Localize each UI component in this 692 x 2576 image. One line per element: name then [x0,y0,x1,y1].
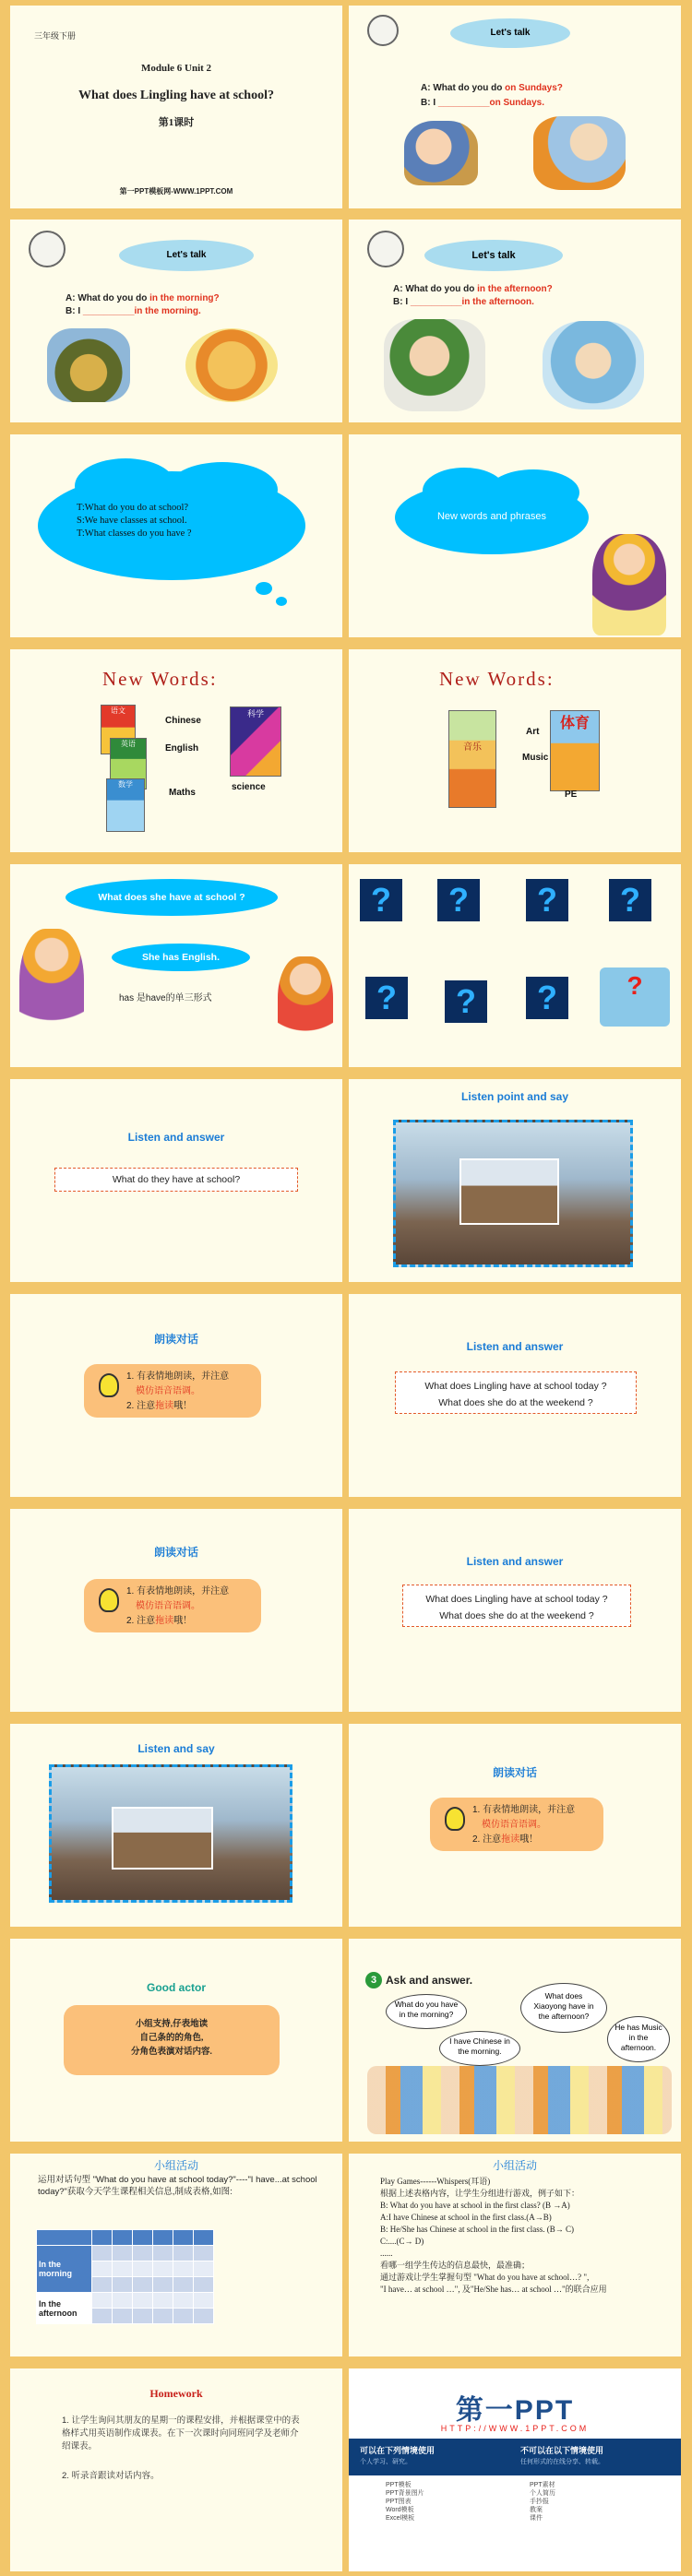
resource-link[interactable]: 课件 [530,2515,543,2522]
grade-label: 三年级下册 [34,31,77,41]
slide-12-listen-point-say [349,1079,681,1282]
resource-link[interactable]: PPT图表 [386,2499,412,2505]
maths-textbook-image: 数学 [106,778,145,832]
science-textbook-image: 科学 [230,706,281,777]
teacher-cartoon-image [592,534,666,635]
resource-links-left [386,2481,424,2523]
table-cell [153,2277,173,2293]
slide-15-read-aloud [10,1509,342,1712]
cloud-puff [487,469,579,516]
slide-8-new-words [349,649,681,852]
homework-item-2: 2. 听录音跟读对话内容。 [62,2471,160,2481]
slide-17-listen-say [10,1724,342,1927]
can-use-detail: 个人学习、研究。 [360,2459,412,2465]
word-chinese: Chinese [165,716,201,726]
lightbulb-icon [99,1588,119,1612]
step-number-icon: 3 [365,1972,382,1988]
tip-line-1: 1. 有表情地朗读，并注意 [126,1586,230,1597]
table-cell [113,2293,133,2309]
game-line: A:I have Chinese at school in the first class.(A→B) [380,2213,552,2222]
section-title: Listen and answer [127,1131,225,1144]
table-cell [92,2277,113,2293]
table-cell [92,2230,113,2246]
word-pe: PE [565,789,578,800]
game-line: B: What do you have at school in the first class? (B →A) [380,2201,570,2210]
tip-line-1: 1. 有表情地朗读，并注意 [472,1805,576,1815]
tip-line-3: 2. 注意拖读哦！ [126,1616,193,1626]
section-title: 小组活动 [153,2159,198,2172]
answer-line [393,297,534,307]
music-textbook-image: 音乐 [448,710,496,808]
mystery-card[interactable]: ? [526,879,568,921]
game-line: B: He/She has Chinese at school in the first class. (B→ C) [380,2225,574,2234]
actor-tips-box [64,2005,280,2075]
question-2: What does she do at the weekend ? [439,1610,594,1621]
phrase-text: New words and phrases [436,511,546,522]
game-line: 根据上述表格内容，让学生分组进行游戏，例子如下： [380,2189,580,2198]
credit-label: 第一PPT模板网-WWW.1PPT.COM [119,187,233,196]
table-cell [92,2261,113,2277]
answer-prefix: B: I [421,98,438,108]
table-cell [173,2246,194,2261]
answer-blank: __________ [410,297,462,307]
answer-time: in the morning. [134,306,201,316]
slide-24-credits [349,2368,681,2571]
tip-line-2: 模仿语音语调。 [136,1386,200,1396]
section-title: 朗读对话 [153,1333,198,1346]
game-instructions [380,2176,675,2296]
resource-link[interactable]: Excel模板 [386,2515,415,2522]
slide-19-good-actor [10,1939,342,2142]
table-cell [133,2230,153,2246]
pe-textbook-image: 体育 [550,710,600,791]
resource-link[interactable]: 教案 [530,2507,543,2513]
girl-cartoon-image [19,929,84,1058]
resource-link[interactable]: 个人简历 [530,2490,555,2497]
table-cell [133,2277,153,2293]
table-cell [113,2309,133,2324]
row-label-afternoon: In the afternoon [37,2293,92,2324]
slide-3-talk-morning [10,220,342,422]
table-cell [133,2293,153,2309]
table-cell [113,2261,133,2277]
cannot-use-heading: 不可以在以下情境使用 [520,2446,604,2455]
game-line: ...... [380,2249,393,2258]
question-prefix: A: What do you do [393,284,478,294]
section-title: Listen and answer [466,1555,564,1568]
answer-prefix: B: I [66,306,83,316]
game-line: C:....(C→ D) [380,2237,424,2246]
chinese-textbook-image: 语文 [101,705,136,754]
slide-23-homework [10,2368,342,2571]
game-line: 看哪一组学生传达的信息最快，最准确； [380,2261,531,2270]
tip-line-2: 模仿语音语调。 [136,1601,200,1611]
schedule-table [36,2229,214,2324]
basketball-cartoon-image [533,116,626,190]
section-title: 小组活动 [492,2159,537,2172]
table-cell [153,2293,173,2309]
mystery-card[interactable]: ? [445,980,487,1023]
word-art: Art [526,727,540,737]
table-cell [92,2246,113,2261]
table-cell [113,2230,133,2246]
mystery-card[interactable]: ? [360,879,402,921]
answer-line [66,306,201,316]
mystery-card[interactable]: ? [365,977,408,1019]
resource-link[interactable]: PPT背景图片 [386,2490,424,2497]
table-cell [133,2261,153,2277]
table-cell [194,2230,214,2246]
activity-title: Ask and answer. [386,1974,473,1987]
slide-22-whispers-game [349,2154,681,2356]
table-cell [153,2261,173,2277]
section-title: 朗读对话 [153,1546,198,1559]
table-cell [194,2309,214,2324]
football-cartoon-image [384,319,485,411]
lightbulb-icon [99,1373,119,1397]
question-line [393,284,553,294]
table-cell [173,2230,194,2246]
table-cell [173,2309,194,2324]
table-cell [92,2293,113,2309]
table-cell [173,2277,194,2293]
talk-bubble: Let's talk [450,18,570,48]
table-cell [113,2246,133,2261]
slide-21-group-activity [10,2154,342,2356]
slide-20-ask-answer [349,1939,681,2142]
question-1: What does Lingling have at school today ? [424,1381,607,1392]
boy-cartoon-image [278,956,333,1060]
swimming-cartoon-image [543,321,644,410]
slide-10-question-cards [349,864,681,1067]
table-cell [113,2277,133,2293]
question-2: What does she do at the weekend ? [438,1397,593,1408]
tip-line-3: 2. 注意拖读哦！ [126,1401,193,1411]
resource-link[interactable]: PPT模板 [386,2482,412,2488]
homework-item-1: 1. 让学生询问其朋友的星期一的课程安排，并根据课堂中的表格样式用英语制作成课表。在下一次课时向同班同学及老师介绍课表。 [62,2416,300,2451]
actor-line-2: 自己条的的角色, [139,2034,204,2043]
question-line [66,293,220,303]
cloud-dot [256,582,272,595]
slide-7-new-words [10,649,342,852]
slide-1-title [10,6,342,208]
question-boy-image: ? [600,967,670,1027]
actor-line-3: 分角色表演对话内容. [131,2048,212,2057]
reading-cartoon-image [185,328,278,402]
table-cell [173,2261,194,2277]
slide-9-she-has-english [10,864,342,1067]
answer-prefix: B: I [393,297,411,307]
question-prefix: A: What do you do [421,83,506,93]
table-cell [194,2261,214,2277]
table-cell [153,2309,173,2324]
question-line [421,83,563,93]
word-english: English [165,743,199,754]
table-cell [133,2309,153,2324]
table-cell [194,2293,214,2309]
cloud-dot [276,597,287,606]
can-use-heading: 可以在下列情境使用 [360,2446,435,2455]
table-cell [194,2246,214,2261]
brand-url[interactable]: HTTP://WWW.1PPT.COM [440,2424,590,2433]
word-music: Music [522,753,549,763]
activity-description: 运用对话句型 "What do you have at school today?"----"I have...at school today?"获取今天学生课程相关信息,制成表格,如图: [38,2175,317,2197]
english-textbook-image: 英语 [110,738,147,789]
row-label-morning: In the morning [37,2246,92,2293]
question-time: in the afternoon? [477,284,553,294]
question-box: What do they have at school? [54,1168,298,1192]
section-title: Good actor [146,1981,206,1994]
answer-blank: __________ [82,306,135,316]
slide-6-new-words-phrases [349,434,681,637]
tv-cartoon-image [47,328,130,402]
table-cell [133,2246,153,2261]
mystery-card[interactable]: ? [526,977,568,1019]
slide-4-talk-afternoon [349,220,681,422]
resource-link[interactable]: Word模板 [386,2507,414,2513]
resource-link[interactable]: 手抄报 [530,2499,549,2505]
new-words-title: New Words: [439,668,555,690]
tip-line-1: 1. 有表情地朗读，并注意 [126,1371,230,1382]
speech-bubble-3: What does Xiaoyong have in the afternoon? [520,1983,607,2033]
talk-bubble: Let's talk [119,240,254,271]
question-1: What does Lingling have at school today ? [425,1594,608,1605]
resource-links-right [530,2481,555,2523]
questions-box [402,1585,631,1627]
dialogue-line-3: T:What classes do you have ? [77,528,192,539]
slide-16-listen-answer [349,1509,681,1712]
classroom-inset-photo [112,1807,213,1870]
speech-bubble-2: I have Chinese in the morning. [439,2031,520,2066]
children-cartoon-image [367,2066,672,2134]
game-line: 通过游戏让学生掌握句型 "What do you have at school…? ", [380,2273,590,2282]
slide-2-talk-sundays [349,6,681,208]
answer-line [421,98,544,108]
slide-11-listen-answer [10,1079,342,1282]
lesson-label: 第1课时 [158,117,195,128]
answer-time: on Sundays. [489,98,544,108]
mystery-card[interactable]: ? [437,879,480,921]
table-header-cell [37,2230,92,2246]
smiley-icon [367,231,404,267]
dialogue-line-1: T:What do you do at school? [77,503,189,513]
new-words-title: New Words: [102,668,218,690]
brand-logo: 第一PPT [455,2395,575,2426]
section-title: Homework [149,2387,203,2400]
question-text: What does she have at school ? [98,892,245,903]
answer-time: in the afternoon. [461,297,534,307]
slide-13-read-aloud [10,1294,342,1497]
table-cell [153,2246,173,2261]
slide-14-listen-answer [349,1294,681,1497]
module-label: Module 6 Unit 2 [140,63,212,74]
speech-bubble-4: He has Music in the afternoon. [607,2016,670,2062]
tip-line-3: 2. 注意拖读哦！ [472,1834,539,1845]
question-prefix: A: What do you do [66,293,150,303]
speech-bubble-1: What do you have in the morning? [386,1994,467,2029]
table-cell [173,2293,194,2309]
section-title: Listen point and say [460,1090,568,1103]
question-time: on Sundays? [505,83,563,93]
resource-link[interactable]: PPT素材 [530,2482,555,2488]
cannot-use-detail: 任何形式的在线分享、转载。 [520,2459,604,2465]
answer-text: She has English. [141,952,221,963]
section-title: 朗读对话 [492,1766,537,1779]
questions-box [395,1371,637,1414]
actor-line-1: 小组支持,仔表地读 [135,2020,209,2029]
word-science: science [232,782,266,792]
question-time: in the morning? [149,293,220,303]
section-title: Listen and say [137,1742,215,1755]
boy-cartoon-image [404,121,478,185]
table-cell [92,2309,113,2324]
dialogue-line-2: S:We have classes at school. [77,516,187,526]
slide-5-classes-dialogue [10,434,342,637]
game-line: "I have… at school …", 及"He/She has… at school …"的联合应用 [380,2285,607,2294]
mystery-card[interactable]: ? [609,879,651,921]
smiley-icon [29,231,66,267]
slide-title: What does Lingling have at school? [78,89,274,102]
classroom-inset-photo [459,1158,559,1225]
answer-blank: __________ [437,98,490,108]
game-line: Play Games------Whispers(耳语) [380,2177,491,2186]
lightbulb-icon [445,1807,465,1831]
section-title: Listen and answer [466,1340,564,1353]
note-text: has 是have的单三形式 [119,993,212,1003]
tip-line-2: 模仿语音语调。 [482,1820,546,1830]
word-maths: Maths [169,788,196,798]
slide-18-read-aloud [349,1724,681,1927]
smiley-icon [367,15,399,46]
table-cell [194,2277,214,2293]
table-cell [153,2230,173,2246]
talk-bubble: Let's talk [424,240,563,271]
